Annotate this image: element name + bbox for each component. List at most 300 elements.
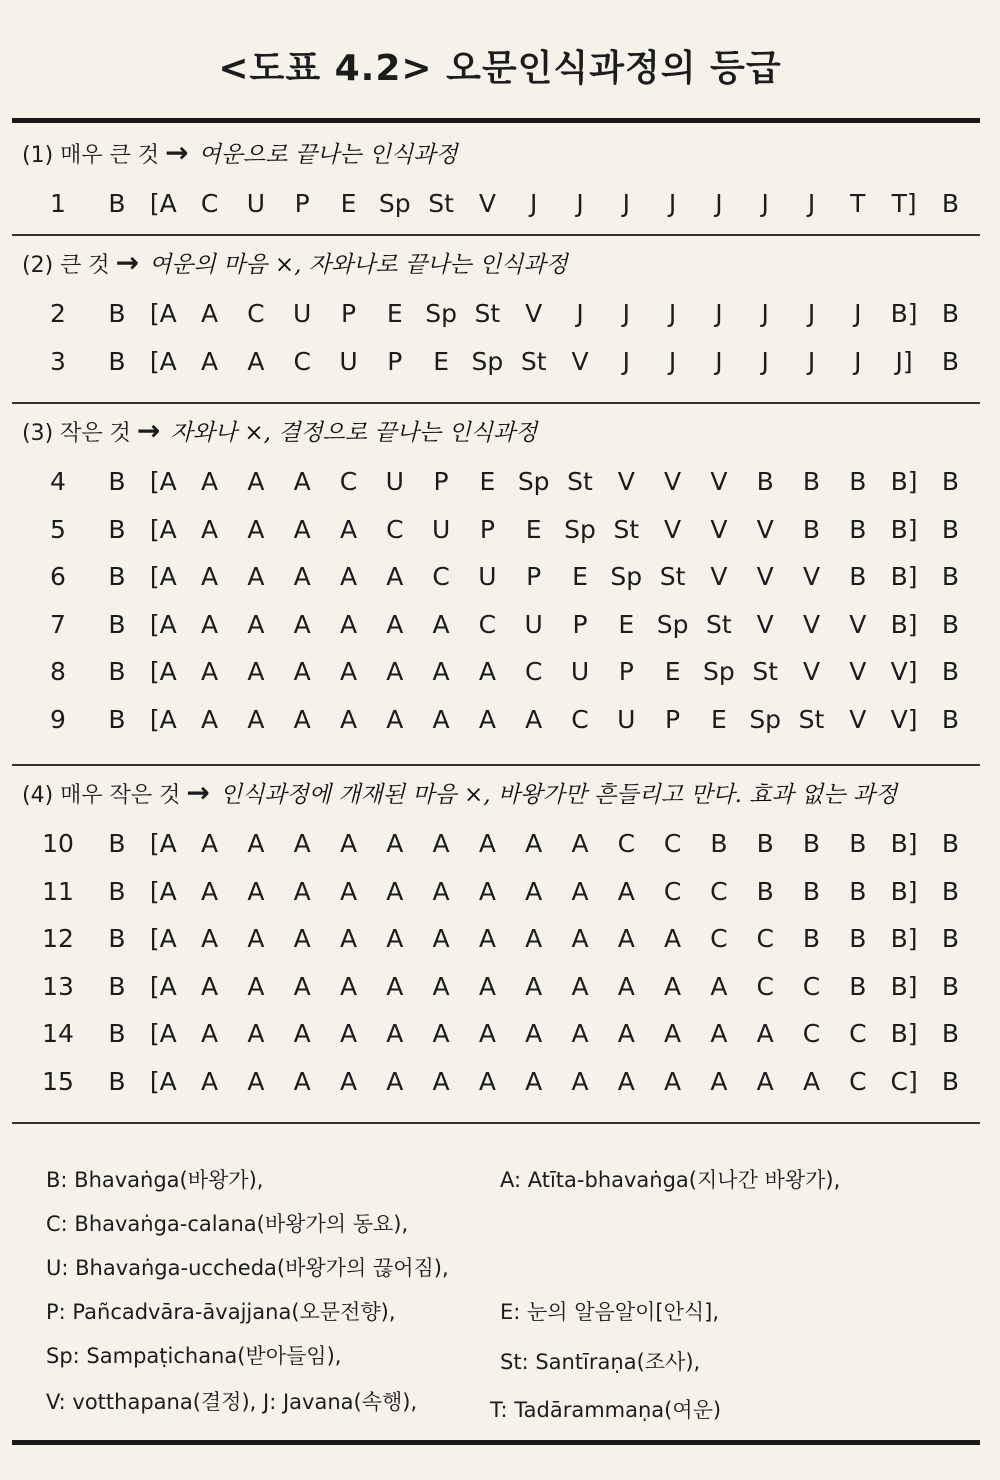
sequence-token: T — [850, 189, 866, 218]
sequence-token: A — [293, 1019, 311, 1048]
row-number: 6 — [50, 562, 66, 591]
sequence-row — [0, 290, 1000, 338]
sequence-token: Sp — [749, 704, 782, 734]
sequence-token: A — [756, 1019, 774, 1048]
sequence-token: J — [854, 299, 862, 328]
section-heading — [22, 246, 568, 279]
sequence-token: B — [941, 971, 959, 1001]
sequence-token: J — [576, 299, 584, 328]
sequence-token: U — [570, 657, 590, 686]
sequence-token: A — [478, 971, 496, 1001]
sequence-token: B — [802, 876, 821, 906]
legend-item-p: P: Pañcadvāra-āvajjana(오문전향), — [46, 1300, 396, 1324]
sequence-token: E — [479, 467, 496, 496]
sequence-token: C — [386, 514, 404, 544]
sequence-token: A — [525, 1019, 543, 1048]
sequence-token: A — [432, 1019, 450, 1048]
sequence-token: P — [433, 467, 449, 496]
sequence-row — [0, 963, 1000, 1011]
sequence-token: B] — [890, 876, 918, 906]
sequence-token: A — [386, 609, 404, 639]
sequence-token: P — [618, 657, 634, 686]
sequence-token: A — [339, 1019, 358, 1048]
sequence-row — [0, 506, 1000, 554]
sequence-token: C — [200, 189, 219, 218]
sequence-token: B — [941, 299, 959, 328]
sequence-token: P — [572, 609, 588, 639]
sequence-token: A — [664, 924, 682, 953]
sequence-token: A — [339, 1066, 358, 1096]
sequence-token: C — [849, 1066, 867, 1096]
sequence-token: A — [293, 657, 311, 686]
sequence-token: C — [478, 609, 497, 639]
sequence-token: [A — [149, 562, 177, 591]
sequence-token: J — [668, 299, 677, 328]
sequence-token: C — [293, 346, 311, 376]
sequence-token: A — [201, 514, 219, 544]
row-number: 13 — [42, 971, 74, 1001]
sequence-token: A — [386, 704, 404, 734]
sequence-token: B — [756, 876, 774, 906]
sequence-token: A — [201, 562, 219, 591]
sequence-token: A — [478, 876, 496, 906]
sequence-token: V — [710, 514, 728, 544]
sequence-token: [A — [149, 514, 177, 544]
sequence-token: St — [474, 299, 501, 328]
row-number: 2 — [50, 299, 66, 328]
sequence-row — [0, 601, 1000, 649]
sequence-row — [0, 868, 1000, 916]
sequence-row — [0, 180, 1000, 228]
section-heading — [22, 776, 897, 809]
sequence-token: J — [715, 189, 723, 218]
sequence-token: B — [108, 346, 126, 376]
sequence-token: C — [524, 657, 543, 686]
sequence-token: B — [849, 562, 867, 591]
sequence-token: E — [618, 609, 635, 639]
sequence-token: U — [246, 189, 266, 218]
sequence-token: V — [710, 467, 728, 496]
sequence-token: V — [710, 562, 728, 591]
sequence-token: A — [432, 971, 450, 1001]
sequence-token: A — [432, 924, 450, 953]
sequence-token: B — [941, 189, 959, 218]
sequence-token: A — [664, 1066, 682, 1096]
sequence-token: A — [247, 562, 265, 591]
row-number: 5 — [50, 514, 66, 544]
sequence-token: A — [710, 1019, 728, 1048]
sequence-row — [0, 915, 1000, 963]
sequence-token: A — [247, 971, 265, 1001]
sequence-token: B — [941, 1066, 959, 1096]
legend-item-b: B: Bhavaṅga(바왕가), — [46, 1168, 264, 1192]
sequence-token: P — [387, 346, 403, 376]
sequence-token: B] — [890, 609, 918, 639]
sequence-token: C — [710, 876, 728, 906]
sequence-token: A — [201, 1019, 219, 1048]
sequence-token: A — [617, 876, 635, 906]
sequence-row — [0, 553, 1000, 601]
sequence-token: A — [293, 1066, 311, 1096]
handwritten-note: 여운으로 끝나는 인식과정 — [198, 142, 458, 168]
sequence-token: A — [247, 609, 265, 639]
sequence-token: V — [664, 514, 682, 544]
sequence-token: V — [802, 562, 821, 591]
sequence-token: B — [108, 562, 126, 591]
sequence-token: B — [108, 971, 126, 1001]
sequence-token: [A — [149, 829, 177, 858]
arrow-icon: → — [186, 776, 210, 809]
sequence-token: A — [525, 704, 543, 734]
sequence-token: J — [622, 299, 630, 328]
sequence-token: J — [530, 189, 538, 218]
row-number: 10 — [42, 829, 74, 858]
section-label: (4) 매우 작은 것 — [22, 783, 181, 808]
row-number: 11 — [42, 876, 74, 906]
sequence-token: V — [849, 609, 867, 639]
sequence-token: A — [478, 1019, 496, 1048]
sequence-token: A — [293, 971, 311, 1001]
sequence-token: A — [478, 829, 496, 858]
sequence-token: B] — [890, 1019, 918, 1048]
sequence-token: A — [247, 704, 265, 734]
sequence-token: C — [756, 924, 774, 953]
row-number: 8 — [50, 657, 66, 686]
sequence-token: A — [293, 467, 311, 496]
sequence-token: [A — [149, 299, 177, 328]
sequence-token: B] — [890, 924, 918, 953]
sequence-token: B — [756, 829, 774, 858]
sequence-token: A — [201, 299, 219, 328]
sequence-token: A — [664, 1019, 682, 1048]
sequence-token: A — [571, 971, 589, 1001]
sequence-token: St — [613, 514, 640, 544]
sequence-token: V — [756, 562, 774, 591]
sequence-token: J — [761, 346, 769, 376]
legend-item-st: St: Santīraṇa(조사), — [500, 1350, 701, 1374]
sequence-token: St — [706, 609, 732, 639]
section-label: (3) 작은 것 — [22, 421, 131, 446]
sequence-token: B — [756, 467, 774, 496]
sequence-token: A — [339, 609, 358, 639]
sequence-token: C — [247, 299, 265, 328]
sequence-row — [0, 820, 1000, 868]
row-number: 12 — [42, 924, 74, 953]
sequence-token: [A — [149, 924, 177, 953]
sequence-token: A — [432, 829, 450, 858]
sequence-token: A — [525, 876, 543, 906]
sequence-token: U — [339, 346, 358, 376]
sequence-token: B — [941, 609, 959, 639]
sequence-token: [A — [149, 609, 177, 639]
sequence-token: A — [247, 1066, 265, 1096]
sequence-token: C — [663, 829, 682, 858]
sequence-token: B — [108, 924, 126, 953]
sequence-token: E — [710, 704, 727, 734]
sequence-token: C — [339, 467, 358, 496]
section-divider — [12, 402, 980, 404]
sequence-token: B] — [890, 971, 918, 1001]
sequence-token: A — [386, 829, 404, 858]
sequence-token: A — [247, 1019, 265, 1048]
row-number: 3 — [50, 346, 66, 376]
sequence-token: P — [665, 704, 681, 734]
sequence-token: A — [201, 829, 219, 858]
sequence-token: A — [710, 971, 728, 1001]
sequence-row — [0, 458, 1000, 506]
sequence-token: B — [802, 467, 821, 496]
sequence-token: V — [571, 346, 589, 376]
sequence-token: A — [710, 1066, 728, 1096]
sequence-token: B — [108, 1066, 126, 1096]
legend — [0, 1150, 1000, 1430]
section-divider — [12, 764, 980, 766]
sequence-token: B — [941, 346, 959, 376]
sequence-token: J — [622, 189, 630, 218]
sequence-token: B — [941, 1019, 959, 1048]
sequence-token: E — [664, 657, 681, 686]
sequence-token: C — [756, 971, 774, 1001]
top-rule — [12, 118, 980, 123]
sequence-token: A — [432, 1066, 450, 1096]
sequence-row — [0, 648, 1000, 696]
sequence-token: B] — [890, 562, 918, 591]
sequence-token: B — [802, 514, 821, 544]
sequence-token: B — [941, 657, 959, 686]
sequence-token: B — [849, 924, 867, 953]
sequence-token: A — [293, 609, 311, 639]
sequence-token: Sp — [610, 562, 643, 591]
sequence-token: A — [756, 1066, 774, 1096]
sequence-token: [A — [149, 467, 177, 496]
sequence-token: A — [339, 704, 358, 734]
sequence-token: A — [293, 876, 311, 906]
handwritten-note: 자와나 ×, 결정으로 끝나는 인식과정 — [170, 420, 538, 446]
row-number: 9 — [50, 704, 66, 734]
sequence-token: A — [201, 971, 219, 1001]
sequence-row — [0, 696, 1000, 744]
sequence-token: B — [108, 609, 126, 639]
sequence-token: U — [524, 609, 543, 639]
sequence-token: J — [715, 299, 723, 328]
row-number: 15 — [42, 1066, 74, 1096]
sequence-token: A — [386, 876, 404, 906]
sequence-token: B — [108, 1019, 126, 1048]
sequence-token: A — [339, 657, 358, 686]
section-divider — [12, 234, 980, 236]
sequence-token: U — [617, 704, 636, 734]
sequence-token: A — [293, 562, 311, 591]
sequence-token: B — [849, 971, 867, 1001]
sequence-token: A — [571, 829, 589, 858]
row-number: 4 — [50, 467, 66, 496]
sequence-token: V — [664, 467, 682, 496]
bottom-rule — [12, 1440, 980, 1445]
sequence-token: Sp — [703, 657, 735, 686]
legend-item-u: U: Bhavaṅga-uccheda(바왕가의 끊어짐), — [46, 1256, 449, 1280]
sequence-token: Sp — [425, 299, 457, 328]
sequence-token: A — [525, 924, 543, 953]
sequence-token: [A — [149, 971, 177, 1001]
sequence-token: A — [293, 704, 311, 734]
sequence-token: A — [293, 924, 311, 953]
sequence-token: C — [710, 924, 728, 953]
sequence-token: A — [247, 467, 265, 496]
section-label: (2) 큰 것 — [22, 253, 110, 278]
sequence-token: E — [525, 514, 542, 544]
sequence-token: J — [761, 189, 769, 218]
sequence-token: Sp — [517, 467, 550, 496]
sequence-token: J — [807, 299, 816, 328]
sequence-token: A — [432, 609, 450, 639]
sequence-token: C — [663, 876, 682, 906]
handwritten-note: 여운의 마음 ×, 자와나로 끝나는 인식과정 — [149, 252, 568, 278]
sequence-token: A — [617, 1019, 635, 1048]
sequence-token: A — [525, 1066, 543, 1096]
arrow-icon: → — [165, 136, 189, 169]
sequence-token: J — [761, 299, 769, 328]
sequence-token: V — [802, 657, 821, 686]
sequence-token: A — [525, 971, 543, 1001]
sequence-token: A — [432, 657, 450, 686]
row-number: 1 — [50, 189, 66, 218]
sequence-token: A — [247, 876, 265, 906]
sequence-token: A — [386, 971, 404, 1001]
sequence-token: B — [108, 299, 126, 328]
sequence-token: A — [664, 971, 682, 1001]
sequence-token: A — [339, 971, 358, 1001]
sequence-token: A — [201, 467, 219, 496]
sequence-token: B — [941, 514, 959, 544]
sequence-token: Sp — [471, 346, 504, 376]
sequence-token: B — [108, 514, 126, 544]
sequence-token: A — [339, 924, 358, 953]
sequence-token: A — [247, 657, 265, 686]
sequence-token: P — [340, 299, 357, 328]
sequence-token: [A — [149, 876, 177, 906]
sequence-token: B] — [890, 829, 918, 858]
sequence-token: C — [432, 562, 450, 591]
sequence-token: A — [386, 1066, 404, 1096]
sequence-token: A — [386, 657, 404, 686]
legend-item-t: T: Tadārammaṇa(여운) — [490, 1398, 722, 1422]
sequence-token: A — [432, 876, 450, 906]
sequence-token: B] — [890, 467, 918, 496]
sequence-token: St — [567, 467, 593, 496]
sequence-token: St — [428, 189, 454, 218]
section-label: (1) 매우 큰 것 — [22, 143, 160, 168]
sequence-token: B — [108, 829, 126, 858]
sequence-token: B — [108, 189, 126, 218]
sequence-token: A — [339, 562, 358, 591]
sequence-token: A — [293, 829, 311, 858]
sequence-token: B — [108, 704, 126, 734]
sequence-token: B — [802, 924, 821, 953]
sequence-token: A — [478, 924, 496, 953]
sequence-token: A — [201, 876, 219, 906]
row-number: 7 — [50, 609, 66, 639]
section-heading — [22, 414, 537, 447]
sequence-token: V] — [890, 657, 918, 686]
sequence-token: U — [293, 299, 312, 328]
table-title: <도표 4.2> 오문인식과정의 등급 — [218, 48, 782, 89]
sequence-token: A — [525, 829, 543, 858]
sequence-token: St — [659, 562, 686, 591]
sequence-token: J — [807, 346, 816, 376]
sequence-token: A — [247, 924, 265, 953]
sequence-token: A — [432, 704, 450, 734]
sequence-token: A — [247, 829, 265, 858]
sequence-token: J — [622, 346, 630, 376]
sequence-token: V — [756, 514, 774, 544]
sequence-token: A — [247, 514, 265, 544]
sequence-token: J — [854, 346, 862, 376]
sequence-row — [0, 1010, 1000, 1058]
sequence-token: Sp — [378, 189, 411, 218]
sequence-token: B] — [890, 514, 918, 544]
sequence-token: U — [431, 514, 451, 544]
sequence-token: B — [849, 829, 867, 858]
sequence-token: U — [478, 562, 497, 591]
sequence-row — [0, 338, 1000, 386]
legend-item-c: C: Bhavaṅga-calana(바왕가의 동요), — [46, 1212, 409, 1236]
sequence-token: A — [201, 924, 219, 953]
sequence-token: A — [386, 562, 404, 591]
sequence-token: B — [941, 562, 959, 591]
sequence-token: C — [802, 1019, 821, 1048]
legend-item-v-j: V: votthapana(결정), J: Javana(속행), — [46, 1390, 418, 1414]
sequence-token: [A — [149, 1019, 177, 1048]
sequence-token: A — [201, 704, 219, 734]
handwritten-note: 인식과정에 개재된 마음 ×, 바왕가만 흔들리고 만다. 효과 없는 과정 — [219, 782, 898, 808]
sequence-token: C — [571, 704, 589, 734]
sequence-token: V — [478, 189, 496, 218]
sequence-token: A — [478, 1066, 496, 1096]
sequence-token: B — [941, 924, 959, 953]
sequence-token: A — [293, 514, 311, 544]
sequence-token: V — [802, 609, 821, 639]
sequence-token: Sp — [656, 609, 689, 639]
sequence-token: B — [849, 876, 867, 906]
sequence-token: St — [520, 346, 547, 376]
sequence-token: [A — [149, 704, 177, 734]
sequence-token: A — [478, 657, 496, 686]
sequence-token: A — [571, 1019, 589, 1048]
sequence-token: C — [802, 971, 821, 1001]
sequence-token: A — [478, 704, 496, 734]
sequence-token: [A — [149, 189, 177, 218]
sequence-token: A — [571, 876, 589, 906]
sequence-token: A — [571, 1066, 589, 1096]
sequence-token: P — [526, 562, 542, 591]
sequence-token: E — [340, 189, 357, 218]
sequence-token: A — [802, 1066, 821, 1096]
sequence-token: [A — [149, 346, 177, 376]
sequence-token: E — [433, 346, 449, 376]
sequence-token: V] — [890, 704, 918, 734]
sequence-token: A — [339, 514, 358, 544]
sequence-token: B — [710, 829, 728, 858]
sequence-token: B — [849, 467, 867, 496]
sequence-token: T] — [891, 189, 917, 218]
sequence-token: J — [668, 346, 677, 376]
sequence-token: J — [715, 346, 723, 376]
legend-item-e: E: 눈의 알음알이[안식], — [500, 1300, 720, 1324]
sequence-token: V — [849, 704, 867, 734]
sequence-token: A — [617, 1066, 635, 1096]
sequence-token: B — [941, 876, 959, 906]
sequence-token: V — [849, 657, 867, 686]
